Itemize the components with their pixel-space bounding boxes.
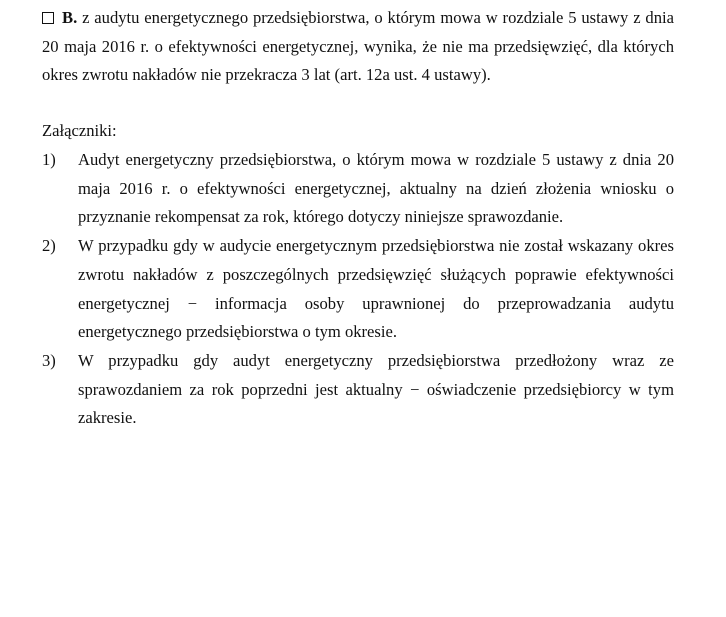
attachment-text: Audyt energetyczny przedsiębiorstwa, o którym mowa w rozdziale 5 ustawy z dnia 20 maja 2016 r. o efektywności energetycznej, aktualny na dzień złożenia wniosku o przyznanie rekompensat za rok, którego dotyczy niniejsze sprawozdanie. bbox=[78, 150, 674, 227]
attachment-number: 3) bbox=[42, 350, 56, 370]
option-b-letter: B. bbox=[62, 8, 78, 27]
option-b-text: z audytu energetycznego przedsiębiorstwa, o którym mowa w rozdziale 5 ustawy z dnia 20 maja 2016 r. o efektywności energetycznej, wynika, że nie ma przedsięwzięć, dla których okres zwrotu nakładów nie przekracza 3 lat (art. 12a ust. 4 ustawy). bbox=[42, 8, 674, 84]
attachment-text: W przypadku gdy audyt energetyczny przedsiębiorstwa przedłożony wraz ze sprawozdaniem za rok poprzedni jest aktualny − oświadczenie przedsiębiorcy w tym zakresie. bbox=[78, 350, 674, 428]
attachments-list bbox=[42, 146, 674, 433]
attachment-number: 1) bbox=[42, 150, 56, 169]
attachment-number: 2) bbox=[42, 236, 56, 256]
attachment-item bbox=[42, 347, 674, 433]
option-b-checkbox[interactable] bbox=[42, 12, 54, 24]
attachments-heading: Załączniki: bbox=[42, 121, 117, 140]
attachment-item bbox=[42, 146, 674, 232]
attachment-item bbox=[42, 232, 674, 347]
option-b bbox=[42, 4, 674, 90]
attachment-text: W przypadku gdy w audycie energetycznym przedsiębiorstwa nie został wskazany okres zwrotu nakładów z poszczególnych przedsięwzięć służących poprawie efektywności energetycznej − informacja osoby uprawnionej do przeprowadzania audytu energetycznego przedsiębiorstwa o tym okresie. bbox=[78, 236, 674, 342]
